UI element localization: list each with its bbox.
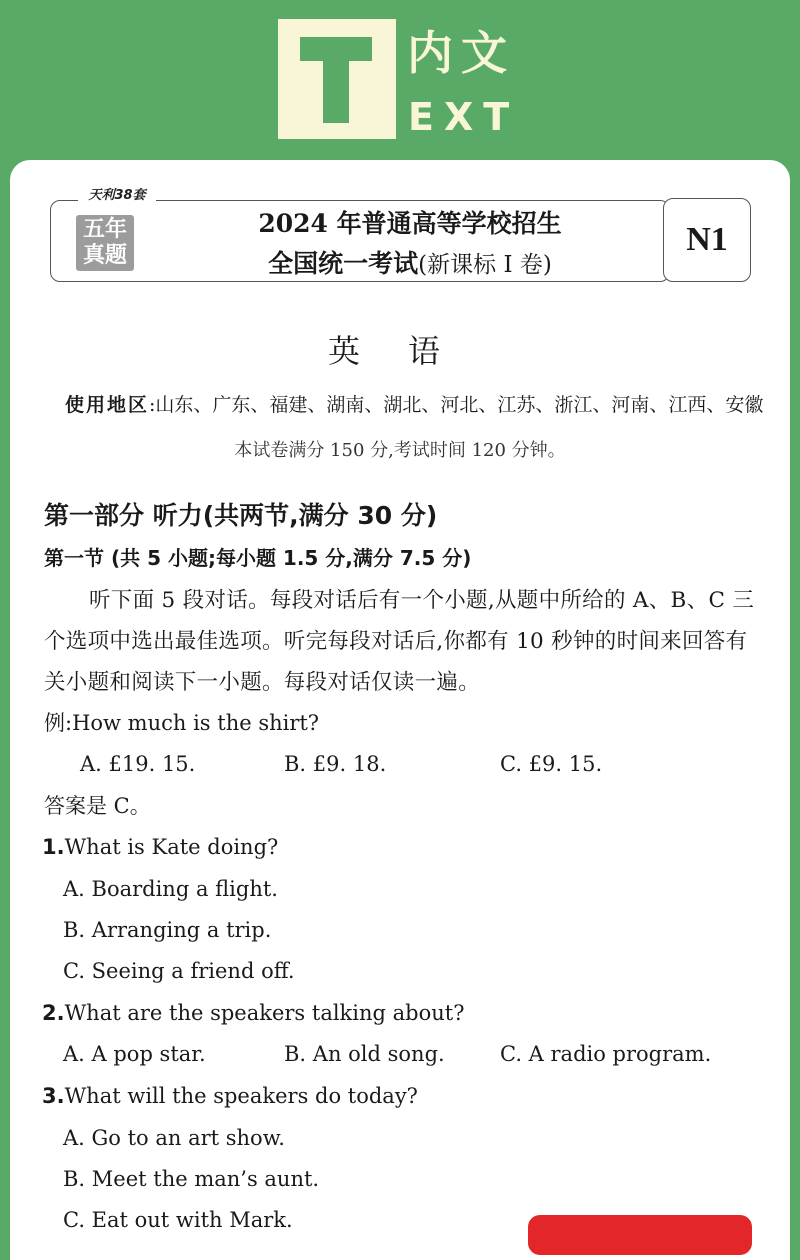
example-option-c: C. £9. 15. [500, 752, 603, 776]
regions-line [65, 390, 765, 417]
question-3-option-b: B. Meet the man’s aunt. [63, 1167, 320, 1191]
question-1-option-a: A. Boarding a flight. [63, 877, 278, 901]
badge-line1: 五年 [82, 217, 127, 242]
exam-title-line1: 2024 年普通高等学校招生 [258, 209, 562, 238]
question-2-option-b: B. An old song. [284, 1042, 445, 1066]
question-1 [42, 837, 278, 858]
question-text: What will the speakers do today? [64, 1084, 418, 1108]
exam-title-line2-main: 全国统一考试 [268, 249, 419, 278]
logo-t-stem [323, 37, 349, 123]
question-2 [42, 1003, 464, 1024]
example-question: 例:How much is the shirt? [44, 711, 320, 735]
question-text: What are the speakers talking about? [64, 1001, 465, 1025]
brand-logo: 天利38套 [78, 185, 156, 207]
paper-code-badge: N1 [663, 198, 751, 282]
header-title-cn: 内文 [407, 26, 515, 80]
time-note: 本试卷满分 150 分,考试时间 120 分钟。 [234, 440, 566, 461]
exam-paper [10, 160, 790, 1260]
regions-list: :山东、广东、福建、湖南、湖北、河北、江苏、浙江、河南、江西、安徽 [149, 394, 764, 416]
question-1-option-b: B. Arranging a trip. [63, 918, 272, 942]
cta-button[interactable] [528, 1215, 752, 1255]
five-years-badge [76, 215, 134, 271]
badge-line2: 真题 [82, 243, 127, 268]
question-number: 1. [42, 835, 65, 859]
regions-label: 使用地区 [65, 394, 150, 416]
question-number: 2. [42, 1001, 65, 1025]
question-text: What is Kate doing? [64, 835, 279, 859]
question-3-option-c: C. Eat out with Mark. [63, 1208, 293, 1232]
part-title: 第一部分 听力(共两节,满分 30 分) [44, 501, 438, 530]
question-3-option-a: A. Go to an art show. [63, 1126, 285, 1150]
exam-title [150, 204, 670, 285]
exam-title-line2 [150, 244, 670, 285]
question-2-option-c: C. A radio program. [500, 1042, 712, 1066]
example-option-a: A. £19. 15. [80, 752, 196, 776]
question-1-option-c: C. Seeing a friend off. [63, 959, 295, 983]
subject-title: 英语 [327, 332, 488, 370]
instructions-paragraph: 听下面 5 段对话。每段对话后有一个小题,从题中所给的 A、B、C 三个选项中选出最佳选项。听完每段对话后,你都有 10 秒钟的时间来回答有关小题和阅读下一小题。每段对话仅读一遍。 [44, 588, 755, 695]
section-title: 第一节 (共 5 小题;每小题 1.5 分,满分 7.5 分) [44, 546, 472, 570]
question-number: 3. [42, 1084, 65, 1108]
logo-t-block [278, 19, 396, 139]
question-2-option-a: A. A pop star. [63, 1042, 206, 1066]
header-title-en: EXT [408, 95, 520, 139]
example-option-b: B. £9. 18. [284, 752, 387, 776]
example-answer: 答案是 C。 [44, 794, 151, 818]
exam-title-line2-note: (新课标 I 卷) [418, 252, 552, 278]
question-3 [42, 1086, 418, 1107]
